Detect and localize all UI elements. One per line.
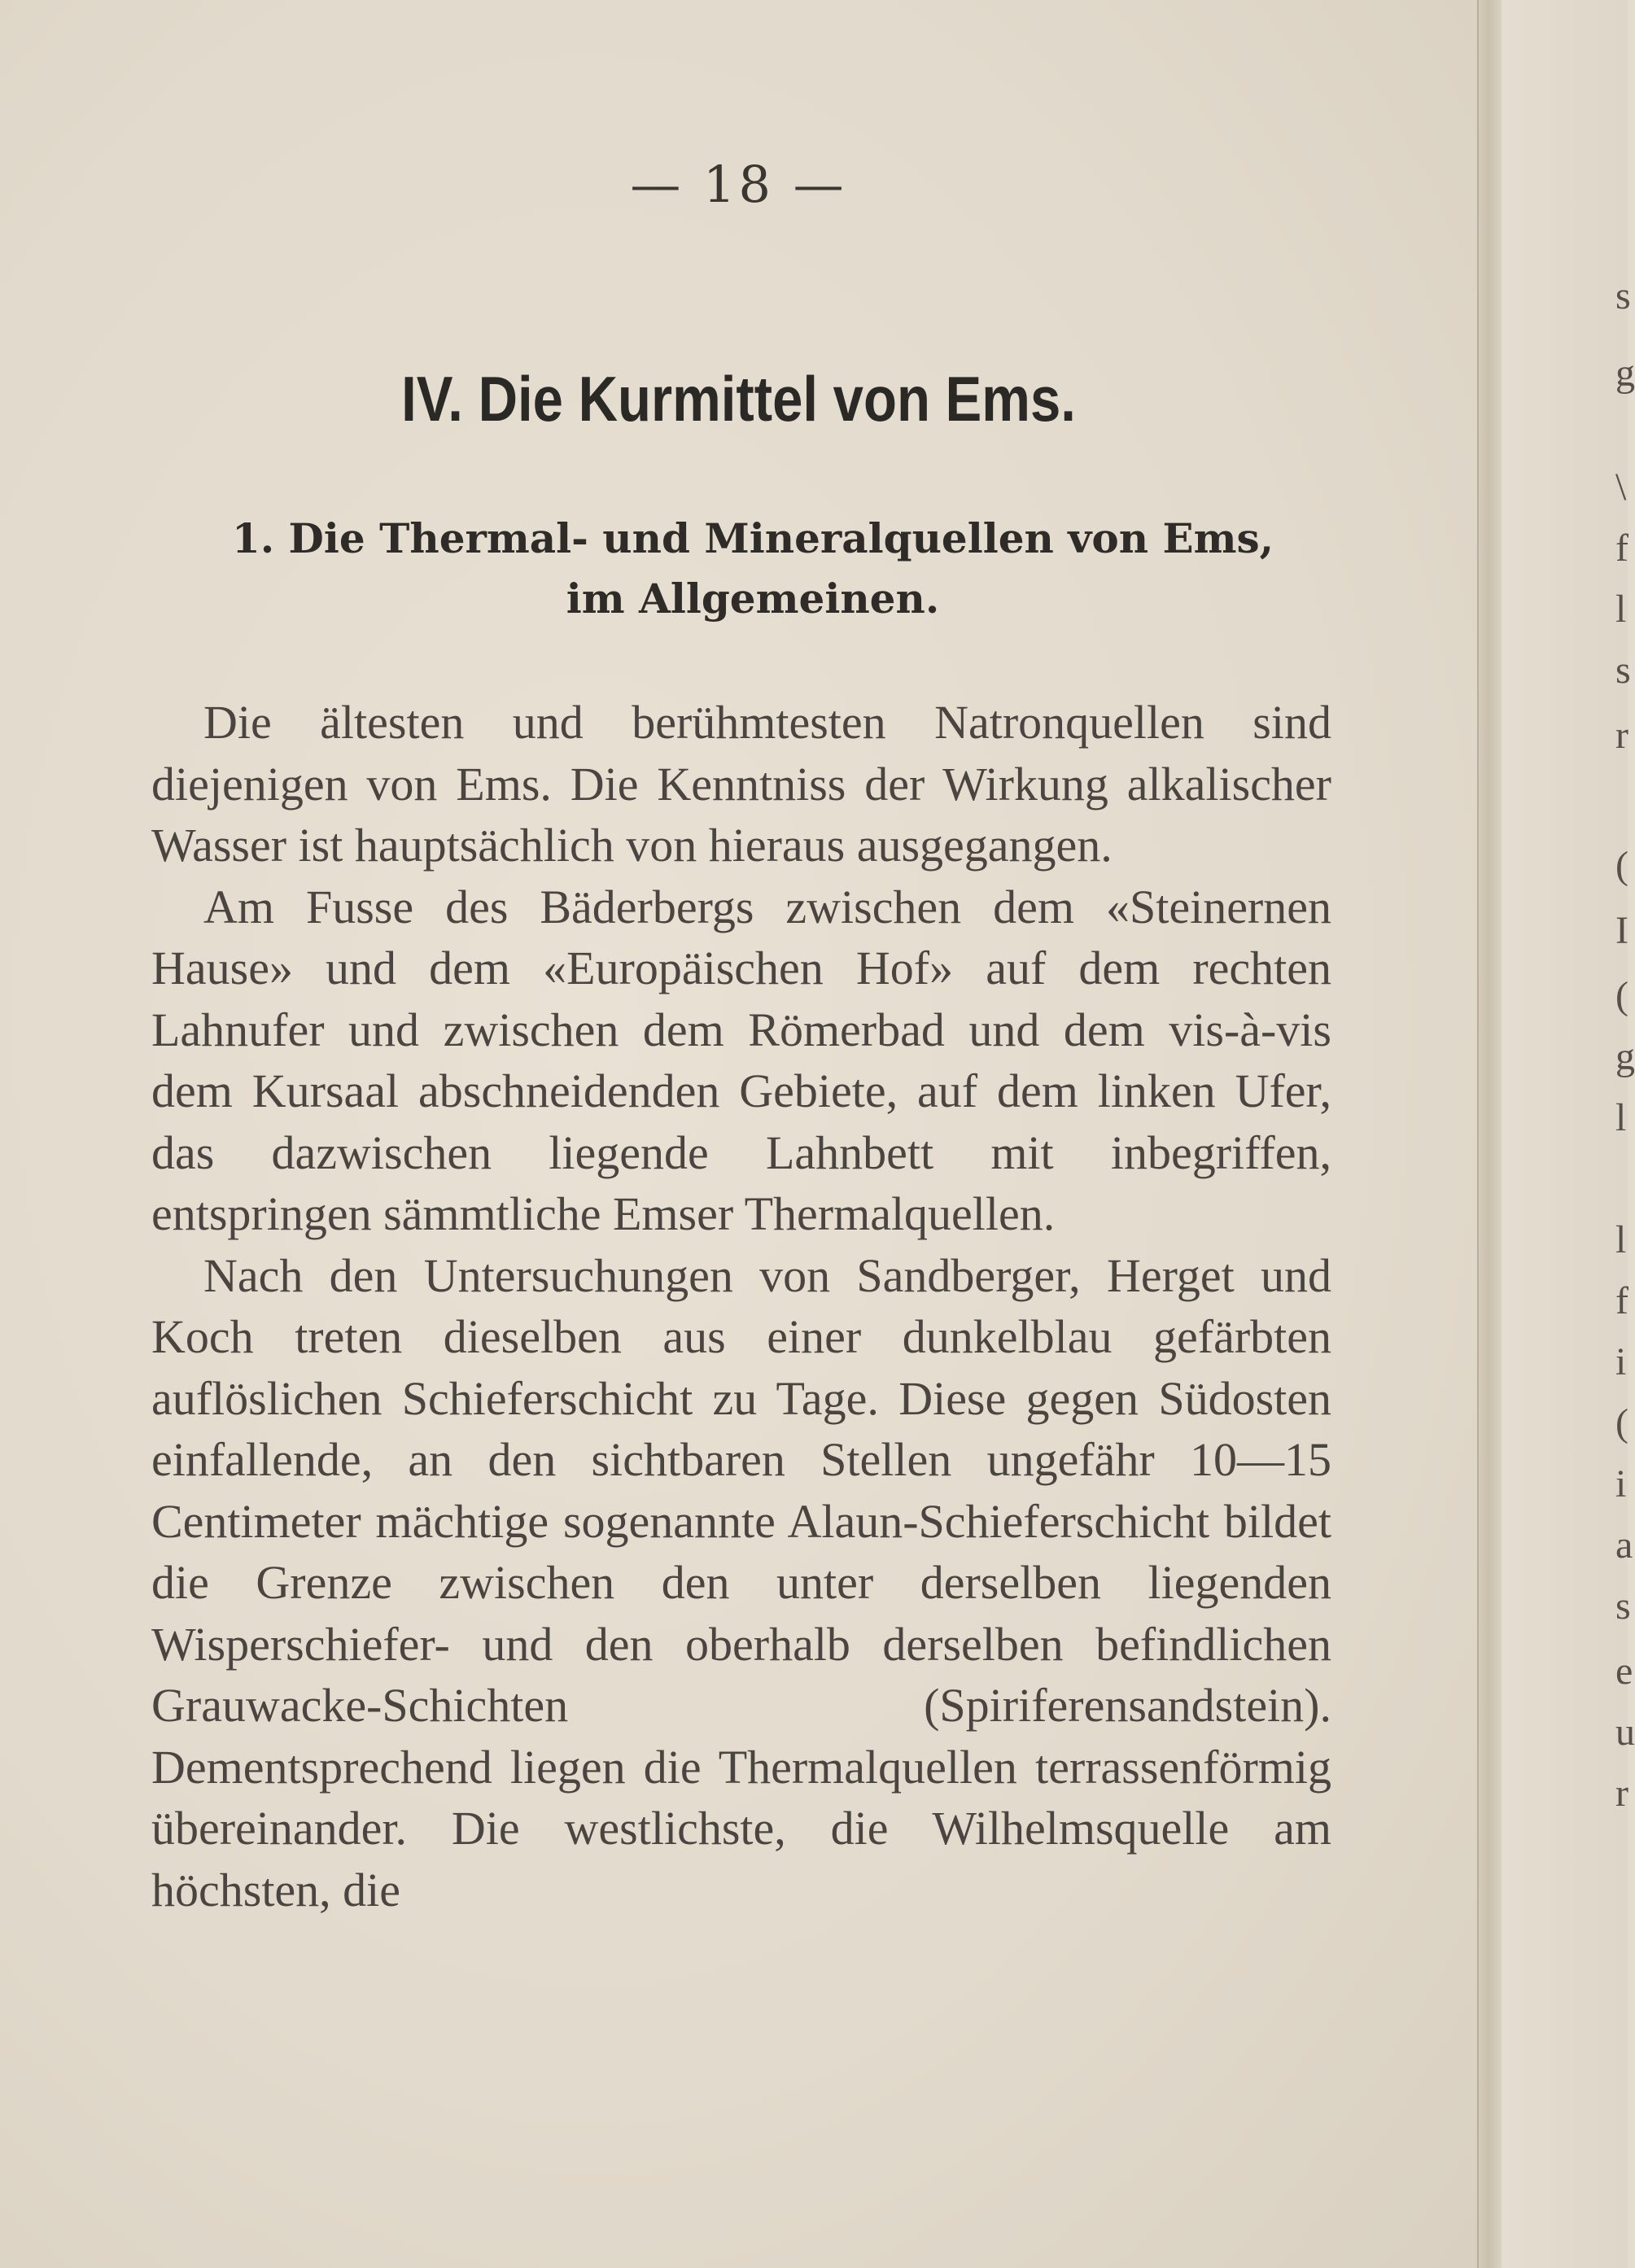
next-page-fragment: g [1615,1035,1635,1078]
next-page-fragment: u [1615,1711,1635,1754]
paragraph-2: Am Fusse des Bäderbergs zwischen dem «Steinernen Hause» und dem «Europäischen Hof» auf dem rechten Lahnufer und zwischen dem Römerbad und dem vis-à-vis dem Kursaal abschneidenden Gebiete, auf dem linken Ufer, das dazwischen liegende Lahnbett mit inbegriffen, entspringen sämmtliche Emser Thermalquellen. [151,880,1331,1240]
next-page-fragment: g [1615,352,1635,395]
next-page-fragment: I [1615,909,1628,952]
next-page-fragment: l [1615,1218,1627,1261]
book-page-right-edge [1502,0,1635,2268]
section-title [163,509,1343,629]
next-page-fragment: f [1615,1279,1628,1322]
next-page-fragment: r [1615,1772,1628,1815]
next-page-fragment: s [1615,274,1631,317]
next-page-fragment: s [1615,649,1631,692]
next-page-fragment: f [1615,527,1628,570]
next-page-fragment: i [1615,1462,1627,1505]
next-page-fragment: l [1615,1096,1627,1139]
section-title-line2: im Allgemeinen. [566,575,940,623]
body-text [151,692,1331,1921]
next-page-fragment: l [1615,588,1627,631]
next-page-fragment: \ [1615,465,1627,509]
next-page-fragment: ( [1615,844,1628,887]
paragraph-3: Nach den Untersuchungen von Sandberger, Herget und Koch treten dieselben aus einer dunkelblau gefärbten auflöslichen Schieferschicht zu Tage. Diese gegen Südosten einfallende, an den sichtbaren Stellen ungefähr 10—15 Centimeter mächtige sogenannte Alaun-Schieferschicht bildet die Grenze zwischen den unter derselben liegenden Wisperschiefer- und den oberhalb derselben befindlichen Grauwacke-Schichten (Spiriferensandstein). Dementsprechend liegen die Thermalquellen terrassenförmig übereinander. Die westlichste, die Wilhelmsquelle am höchsten, die [151,1248,1331,1916]
next-page-fragment: s [1615,1584,1631,1628]
next-page-fragment: i [1615,1340,1627,1383]
chapter-title: IV. Die Kurmittel von Ems. [401,363,1076,435]
next-page-fragment: ( [1615,1401,1628,1444]
paragraph-1: Die ältesten und berühmtesten Natronquellen sind diejenigen von Ems. Die Kenntniss der Wirkung alkalischer Wasser ist hauptsächlich von hieraus ausgegangen. [151,696,1331,872]
section-title-line1: 1. Die Thermal- und Mineralquellen von Ems, [231,514,1274,562]
book-gutter [1477,0,1503,2268]
next-page-fragment: r [1615,714,1628,757]
page-number: — 18 — [630,155,847,214]
next-page-fragment: e [1615,1650,1633,1693]
next-page-fragment: a [1615,1523,1633,1567]
next-page-fragment: ( [1615,974,1628,1017]
